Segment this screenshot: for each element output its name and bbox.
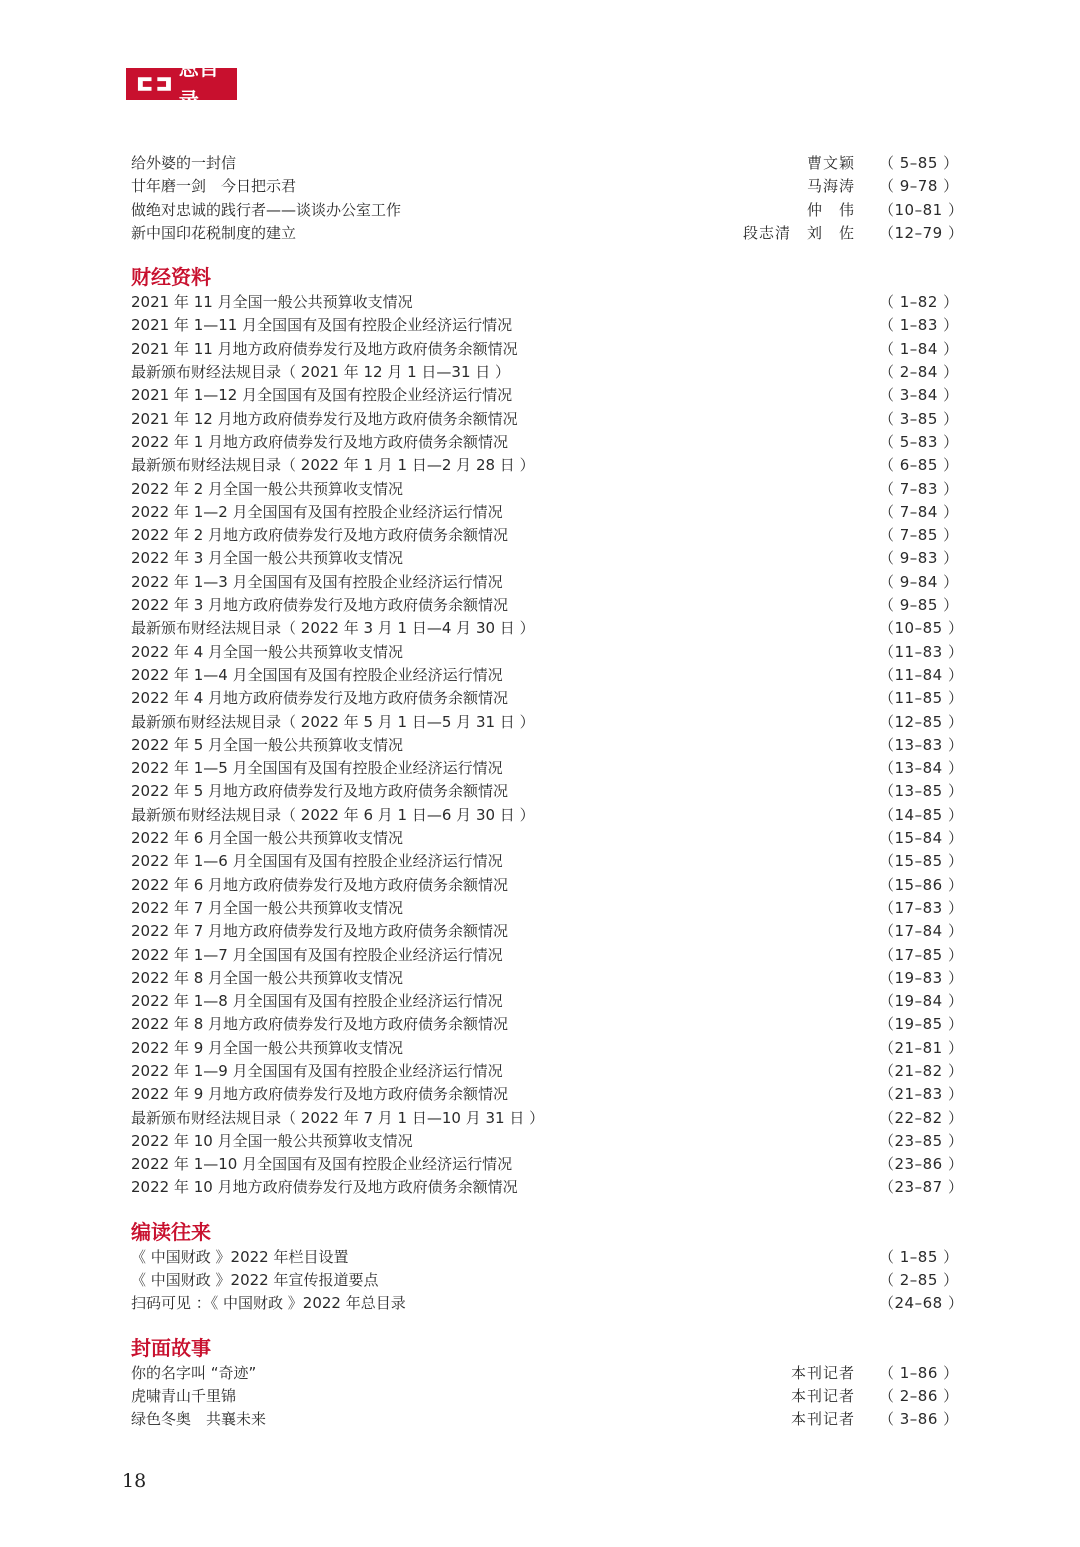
- entry-page-ref: （10–81 ）: [879, 200, 964, 219]
- toc-entry: [131, 687, 964, 710]
- toc-entry: [131, 1153, 964, 1176]
- entry-author: 本刊记者: [790, 1386, 855, 1405]
- section-title: 财经资料: [131, 265, 211, 290]
- entry-page-ref: （11–85 ）: [879, 689, 964, 708]
- entry-page-ref: （ 7–85 ）: [879, 526, 959, 545]
- entry-author: 仲 伟: [806, 200, 855, 219]
- section-title: 编读往来: [131, 1219, 211, 1244]
- entry-page-ref: （ 3–85 ）: [879, 409, 959, 428]
- entry-title: 2022 年 7 月地方政府债券发行及地方政府债务余额情况: [131, 922, 509, 941]
- entry-page-ref: （13–85 ）: [879, 782, 964, 801]
- toc-entry: [131, 734, 964, 757]
- entry-title: 做绝对忠诚的践行者——谈谈办公室工作: [131, 200, 402, 219]
- entry-title: 2022 年 7 月全国一般公共预算收支情况: [131, 898, 404, 917]
- toc-entry: [131, 757, 964, 780]
- entry-title: 你的名字叫 “奇迹”: [131, 1363, 257, 1382]
- table-of-contents: [131, 152, 964, 1432]
- entry-title: 绿色冬奥 共襄未来: [131, 1410, 267, 1429]
- entry-page-ref: （ 1–84 ）: [879, 339, 959, 358]
- toc-entry: [131, 1269, 959, 1292]
- entry-page-ref: （17–84 ）: [879, 922, 964, 941]
- entry-page-ref: （19–85 ）: [879, 1015, 964, 1034]
- entry-page-ref: （ 9–78 ）: [879, 177, 959, 196]
- entry-title: 2022 年 1—7 月全国国有及国有控股企业经济运行情况: [131, 945, 503, 964]
- section-spacer: [131, 245, 951, 263]
- entry-page-ref: （ 7–84 ）: [879, 502, 959, 521]
- entry-author: 段志清 刘 佐: [742, 223, 855, 242]
- toc-entry: [131, 571, 959, 594]
- entry-title: 虎啸青山千里锦: [131, 1386, 237, 1405]
- entry-title: 2021 年 1—12 月全国国有及国有控股企业经济运行情况: [131, 386, 513, 405]
- toc-entry: [131, 1130, 964, 1153]
- entry-page-ref: （23–86 ）: [879, 1155, 964, 1174]
- entry-page-ref: （15–86 ）: [879, 875, 964, 894]
- entry-title: 最新颁布财经法规目录（ 2022 年 6 月 1 日—6 月 30 日 ）: [131, 805, 535, 824]
- toc-entry: [131, 967, 964, 990]
- entry-title: 给外婆的一封信: [131, 154, 237, 172]
- entry-page-ref: （15–84 ）: [879, 829, 964, 848]
- toc-entry: [131, 617, 964, 640]
- toc-entry: [131, 641, 964, 664]
- entry-page-ref: （ 6–85 ）: [879, 456, 959, 475]
- toc-entry: [131, 1362, 959, 1385]
- toc-entry: [131, 1060, 964, 1083]
- entry-author: 马海涛: [806, 177, 855, 196]
- entry-page-ref: （ 9–85 ）: [879, 596, 959, 615]
- entry-page-ref: （ 2–84 ）: [879, 363, 959, 382]
- entry-title: 2022 年 2 月全国一般公共预算收支情况: [131, 479, 404, 498]
- toc-entry: [131, 944, 964, 967]
- entry-title: 2022 年 1—8 月全国国有及国有控股企业经济运行情况: [131, 992, 503, 1011]
- entry-title: 最新颁布财经法规目录（ 2021 年 12 月 1 日—31 日 ）: [131, 363, 511, 382]
- entry-title: 2022 年 9 月地方政府债券发行及地方政府债务余额情况: [131, 1085, 509, 1104]
- toc-entry: [131, 1107, 964, 1130]
- entry-title: 2021 年 11 月地方政府债券发行及地方政府债务余额情况: [131, 339, 518, 358]
- toc-entry: [131, 431, 959, 454]
- entry-page-ref: （ 2–85 ）: [879, 1271, 959, 1290]
- entry-author: 本刊记者: [790, 1410, 855, 1429]
- entry-title: 2022 年 1—4 月全国国有及国有控股企业经济运行情况: [131, 665, 503, 684]
- entry-title: 2022 年 5 月全国一般公共预算收支情况: [131, 735, 404, 754]
- toc-entry: [131, 827, 964, 850]
- toc-entry: [131, 711, 964, 734]
- entry-title: 2022 年 10 月地方政府债券发行及地方政府债务余额情况: [131, 1178, 518, 1197]
- entry-page-ref: （ 5–85 ）: [879, 154, 959, 172]
- toc-entry: [131, 222, 964, 245]
- entry-page-ref: （ 1–85 ）: [879, 1247, 959, 1266]
- entry-title: 2021 年 11 月全国一般公共预算收支情况: [131, 293, 413, 312]
- entry-page-ref: （21–82 ）: [879, 1061, 964, 1080]
- entry-title: 2022 年 8 月全国一般公共预算收支情况: [131, 968, 404, 987]
- entry-page-ref: （ 1–82 ）: [879, 293, 959, 312]
- toc-entry: [131, 1385, 959, 1408]
- entry-title: 最新颁布财经法规目录（ 2022 年 7 月 1 日—10 月 31 日 ）: [131, 1108, 545, 1127]
- entry-title: 2022 年 1—2 月全国国有及国有控股企业经济运行情况: [131, 502, 503, 521]
- entry-title: 最新颁布财经法规目录（ 2022 年 1 月 1 日—2 月 28 日 ）: [131, 456, 535, 475]
- toc-entry: [131, 850, 964, 873]
- entry-page-ref: （19–84 ）: [879, 992, 964, 1011]
- section-header-badge: [126, 56, 237, 112]
- toc-entry: [131, 199, 964, 222]
- toc-entry: [131, 291, 959, 314]
- entry-page-ref: （17–83 ）: [879, 898, 964, 917]
- section-title: 封面故事: [131, 1335, 211, 1360]
- toc-entry: [131, 454, 959, 477]
- entry-page-ref: （19–83 ）: [879, 968, 964, 987]
- entry-title: 2022 年 6 月全国一般公共预算收支情况: [131, 829, 404, 848]
- toc-entry: [131, 408, 959, 431]
- entry-page-ref: （10–85 ）: [879, 619, 964, 638]
- toc-entry: [131, 524, 959, 547]
- entry-title: 廿年磨一剑 今日把示君: [131, 177, 297, 196]
- entry-title: 2022 年 2 月地方政府债券发行及地方政府债务余额情况: [131, 526, 509, 545]
- entry-page-ref: （ 1–86 ）: [879, 1363, 959, 1382]
- entry-page-ref: （ 2–86 ）: [879, 1386, 959, 1405]
- toc-entry: [131, 1408, 959, 1431]
- entry-title: 《 中国财政 》2022 年宣传报道要点: [131, 1271, 379, 1290]
- entry-page-ref: （13–84 ）: [879, 759, 964, 778]
- entry-page-ref: （ 3–86 ）: [879, 1410, 959, 1429]
- toc-entry: [131, 780, 964, 803]
- entry-page-ref: （ 3–84 ）: [879, 386, 959, 405]
- toc-entry: [131, 384, 959, 407]
- toc-entry: [131, 361, 959, 384]
- entry-title: 2022 年 4 月全国一般公共预算收支情况: [131, 642, 404, 661]
- entry-title: 新中国印花税制度的建立: [131, 223, 297, 242]
- entry-page-ref: （17–85 ）: [879, 945, 964, 964]
- entry-title: 2022 年 5 月地方政府债券发行及地方政府债务余额情况: [131, 782, 509, 801]
- entry-page-ref: （22–82 ）: [879, 1108, 964, 1127]
- entry-title: 最新颁布财经法规目录（ 2022 年 5 月 1 日—5 月 31 日 ）: [131, 712, 535, 731]
- entry-page-ref: （ 9–83 ）: [879, 549, 959, 568]
- toc-entry: [131, 920, 964, 943]
- bracket-square-icon: [136, 75, 173, 93]
- toc-entry: [131, 175, 959, 198]
- entry-title: 2022 年 3 月地方政府债券发行及地方政府债务余额情况: [131, 596, 509, 615]
- toc-entry: [131, 1246, 959, 1269]
- entry-page-ref: （11–84 ）: [879, 665, 964, 684]
- toc-entry: [131, 874, 964, 897]
- entry-title: 最新颁布财经法规目录（ 2022 年 3 月 1 日—4 月 30 日 ）: [131, 619, 535, 638]
- section-spacer: [131, 1200, 951, 1218]
- entry-title: 扫码可见 ：《 中国财政 》2022 年总目录: [131, 1294, 406, 1313]
- entry-title: 2021 年 12 月地方政府债券发行及地方政府债务余额情况: [131, 409, 518, 428]
- entry-page-ref: （21–83 ）: [879, 1085, 964, 1104]
- entry-title: 2022 年 3 月全国一般公共预算收支情况: [131, 549, 404, 568]
- header-label: 总目录: [178, 56, 219, 112]
- entry-title: 2021 年 1—11 月全国国有及国有控股企业经济运行情况: [131, 316, 513, 335]
- entry-page-ref: （ 7–83 ）: [879, 479, 959, 498]
- entry-page-ref: （11–83 ）: [879, 642, 964, 661]
- entry-title: 2022 年 4 月地方政府债券发行及地方政府债务余额情况: [131, 689, 509, 708]
- toc-entry: [131, 501, 959, 524]
- entry-page-ref: （15–85 ）: [879, 852, 964, 871]
- toc-entry: [131, 897, 964, 920]
- entry-title: 2022 年 6 月地方政府债券发行及地方政府债务余额情况: [131, 875, 509, 894]
- toc-entry: [131, 1083, 964, 1106]
- entry-page-ref: （ 9–84 ）: [879, 572, 959, 591]
- entry-page-ref: （12–85 ）: [879, 712, 964, 731]
- entry-page-ref: （14–85 ）: [879, 805, 964, 824]
- entry-page-ref: （13–83 ）: [879, 735, 964, 754]
- toc-entry: [131, 594, 959, 617]
- toc-entry: [131, 1292, 964, 1315]
- entry-page-ref: （23–85 ）: [879, 1131, 964, 1150]
- entry-page-ref: （12–79 ）: [879, 223, 964, 242]
- entry-title: 2022 年 1—6 月全国国有及国有控股企业经济运行情况: [131, 852, 503, 871]
- entry-title: 2022 年 1 月地方政府债券发行及地方政府债务余额情况: [131, 432, 509, 451]
- toc-entry: [131, 990, 964, 1013]
- entry-title: 2022 年 8 月地方政府债券发行及地方政府债务余额情况: [131, 1015, 509, 1034]
- toc-entry: [131, 547, 959, 570]
- entry-title: 2022 年 9 月全国一般公共预算收支情况: [131, 1038, 404, 1057]
- entry-page-ref: （21–81 ）: [879, 1038, 964, 1057]
- entry-page-ref: （23–87 ）: [879, 1178, 964, 1197]
- entry-title: 《 中国财政 》2022 年栏目设置: [131, 1247, 349, 1266]
- entry-page-ref: （24–68 ）: [879, 1294, 964, 1313]
- toc-entry: [131, 1037, 964, 1060]
- toc-entry: [131, 804, 964, 827]
- toc-entry: [131, 1176, 964, 1199]
- section-spacer: [131, 1316, 951, 1334]
- page-number: 18: [122, 1470, 147, 1492]
- toc-entry: [131, 478, 959, 501]
- entry-author: 本刊记者: [790, 1363, 855, 1382]
- entry-page-ref: （ 1–83 ）: [879, 316, 959, 335]
- toc-entry: [131, 152, 959, 175]
- toc-entry: [131, 314, 959, 337]
- toc-entry: [131, 1013, 964, 1036]
- entry-title: 2022 年 1—9 月全国国有及国有控股企业经济运行情况: [131, 1061, 503, 1080]
- entry-title: 2022 年 10 月全国一般公共预算收支情况: [131, 1131, 413, 1150]
- entry-title: 2022 年 1—5 月全国国有及国有控股企业经济运行情况: [131, 759, 503, 778]
- toc-entry: [131, 664, 964, 687]
- entry-title: 2022 年 1—10 月全国国有及国有控股企业经济运行情况: [131, 1155, 513, 1174]
- entry-page-ref: （ 5–83 ）: [879, 432, 959, 451]
- entry-title: 2022 年 1—3 月全国国有及国有控股企业经济运行情况: [131, 572, 503, 591]
- toc-entry: [131, 338, 959, 361]
- entry-author: 曹文颖: [806, 154, 855, 172]
